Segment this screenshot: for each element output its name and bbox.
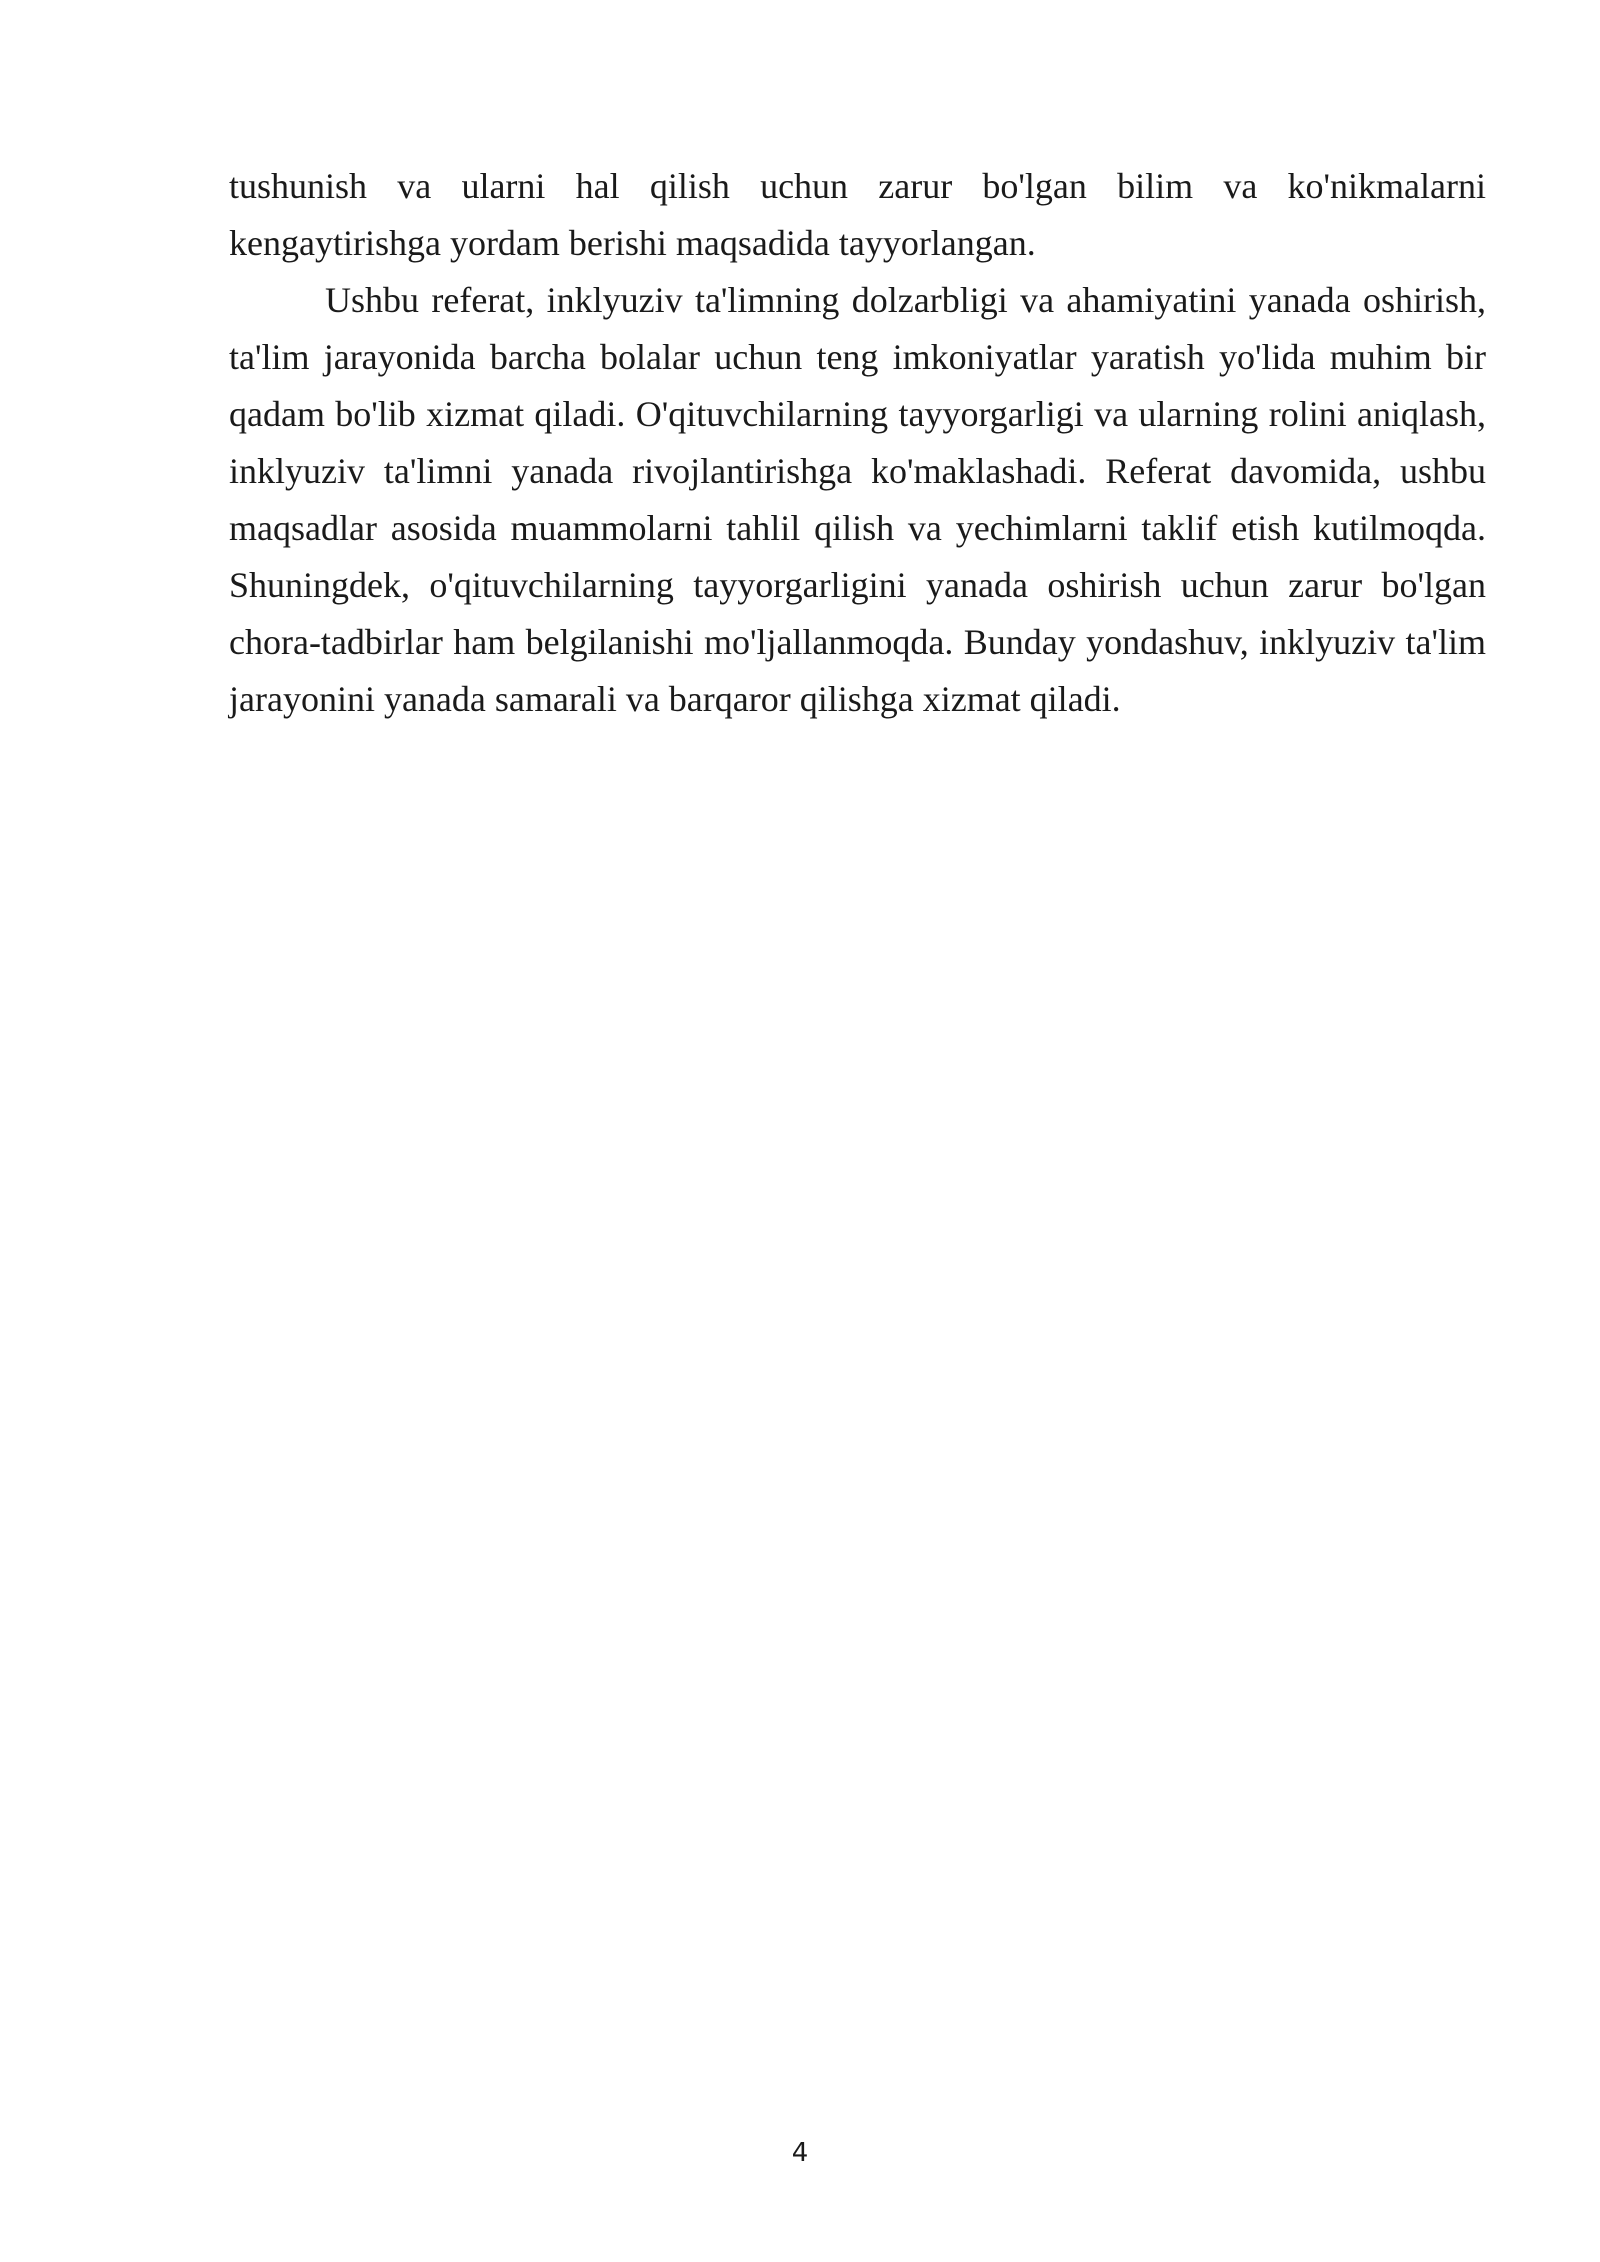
paragraph-continuation: tushunish va ularni hal qilish uchun zarur bo'lgan bilim va ko'nikmalarni kengaytirishga yordam berishi maqsadida tayyorlangan. [229, 166, 1486, 263]
body-text [229, 158, 1486, 728]
page-number: 4 [791, 2138, 809, 2168]
paragraph-main: Ushbu referat, inklyuziv ta'limning dolzarbligi va ahamiyatini yanada oshirish, ta'lim jarayonida barcha bolalar uchun teng imkoniyatlar yaratish yo'lida muhim bir qadam bo'lib xizmat qiladi. O'qituvchilarning tayyorgarligi va ularning rolini aniqlash, inklyuziv ta'limni yanada rivojlantirishga ko'maklashadi. Referat davomida, ushbu maqsadlar asosida muammolarni tahlil qilish va yechimlarni taklif etish kutilmoqda. Shuningdek, o'qituvchilarning tayyorgarligini yanada oshirish uchun zarur bo'lgan chora-tadbirlar ham belgilanishi mo'ljallanmoqda. Bunday yondashuv, inklyuziv ta'lim jarayonini yanada samarali va barqaror qilishga xizmat qiladi. [229, 280, 1486, 719]
